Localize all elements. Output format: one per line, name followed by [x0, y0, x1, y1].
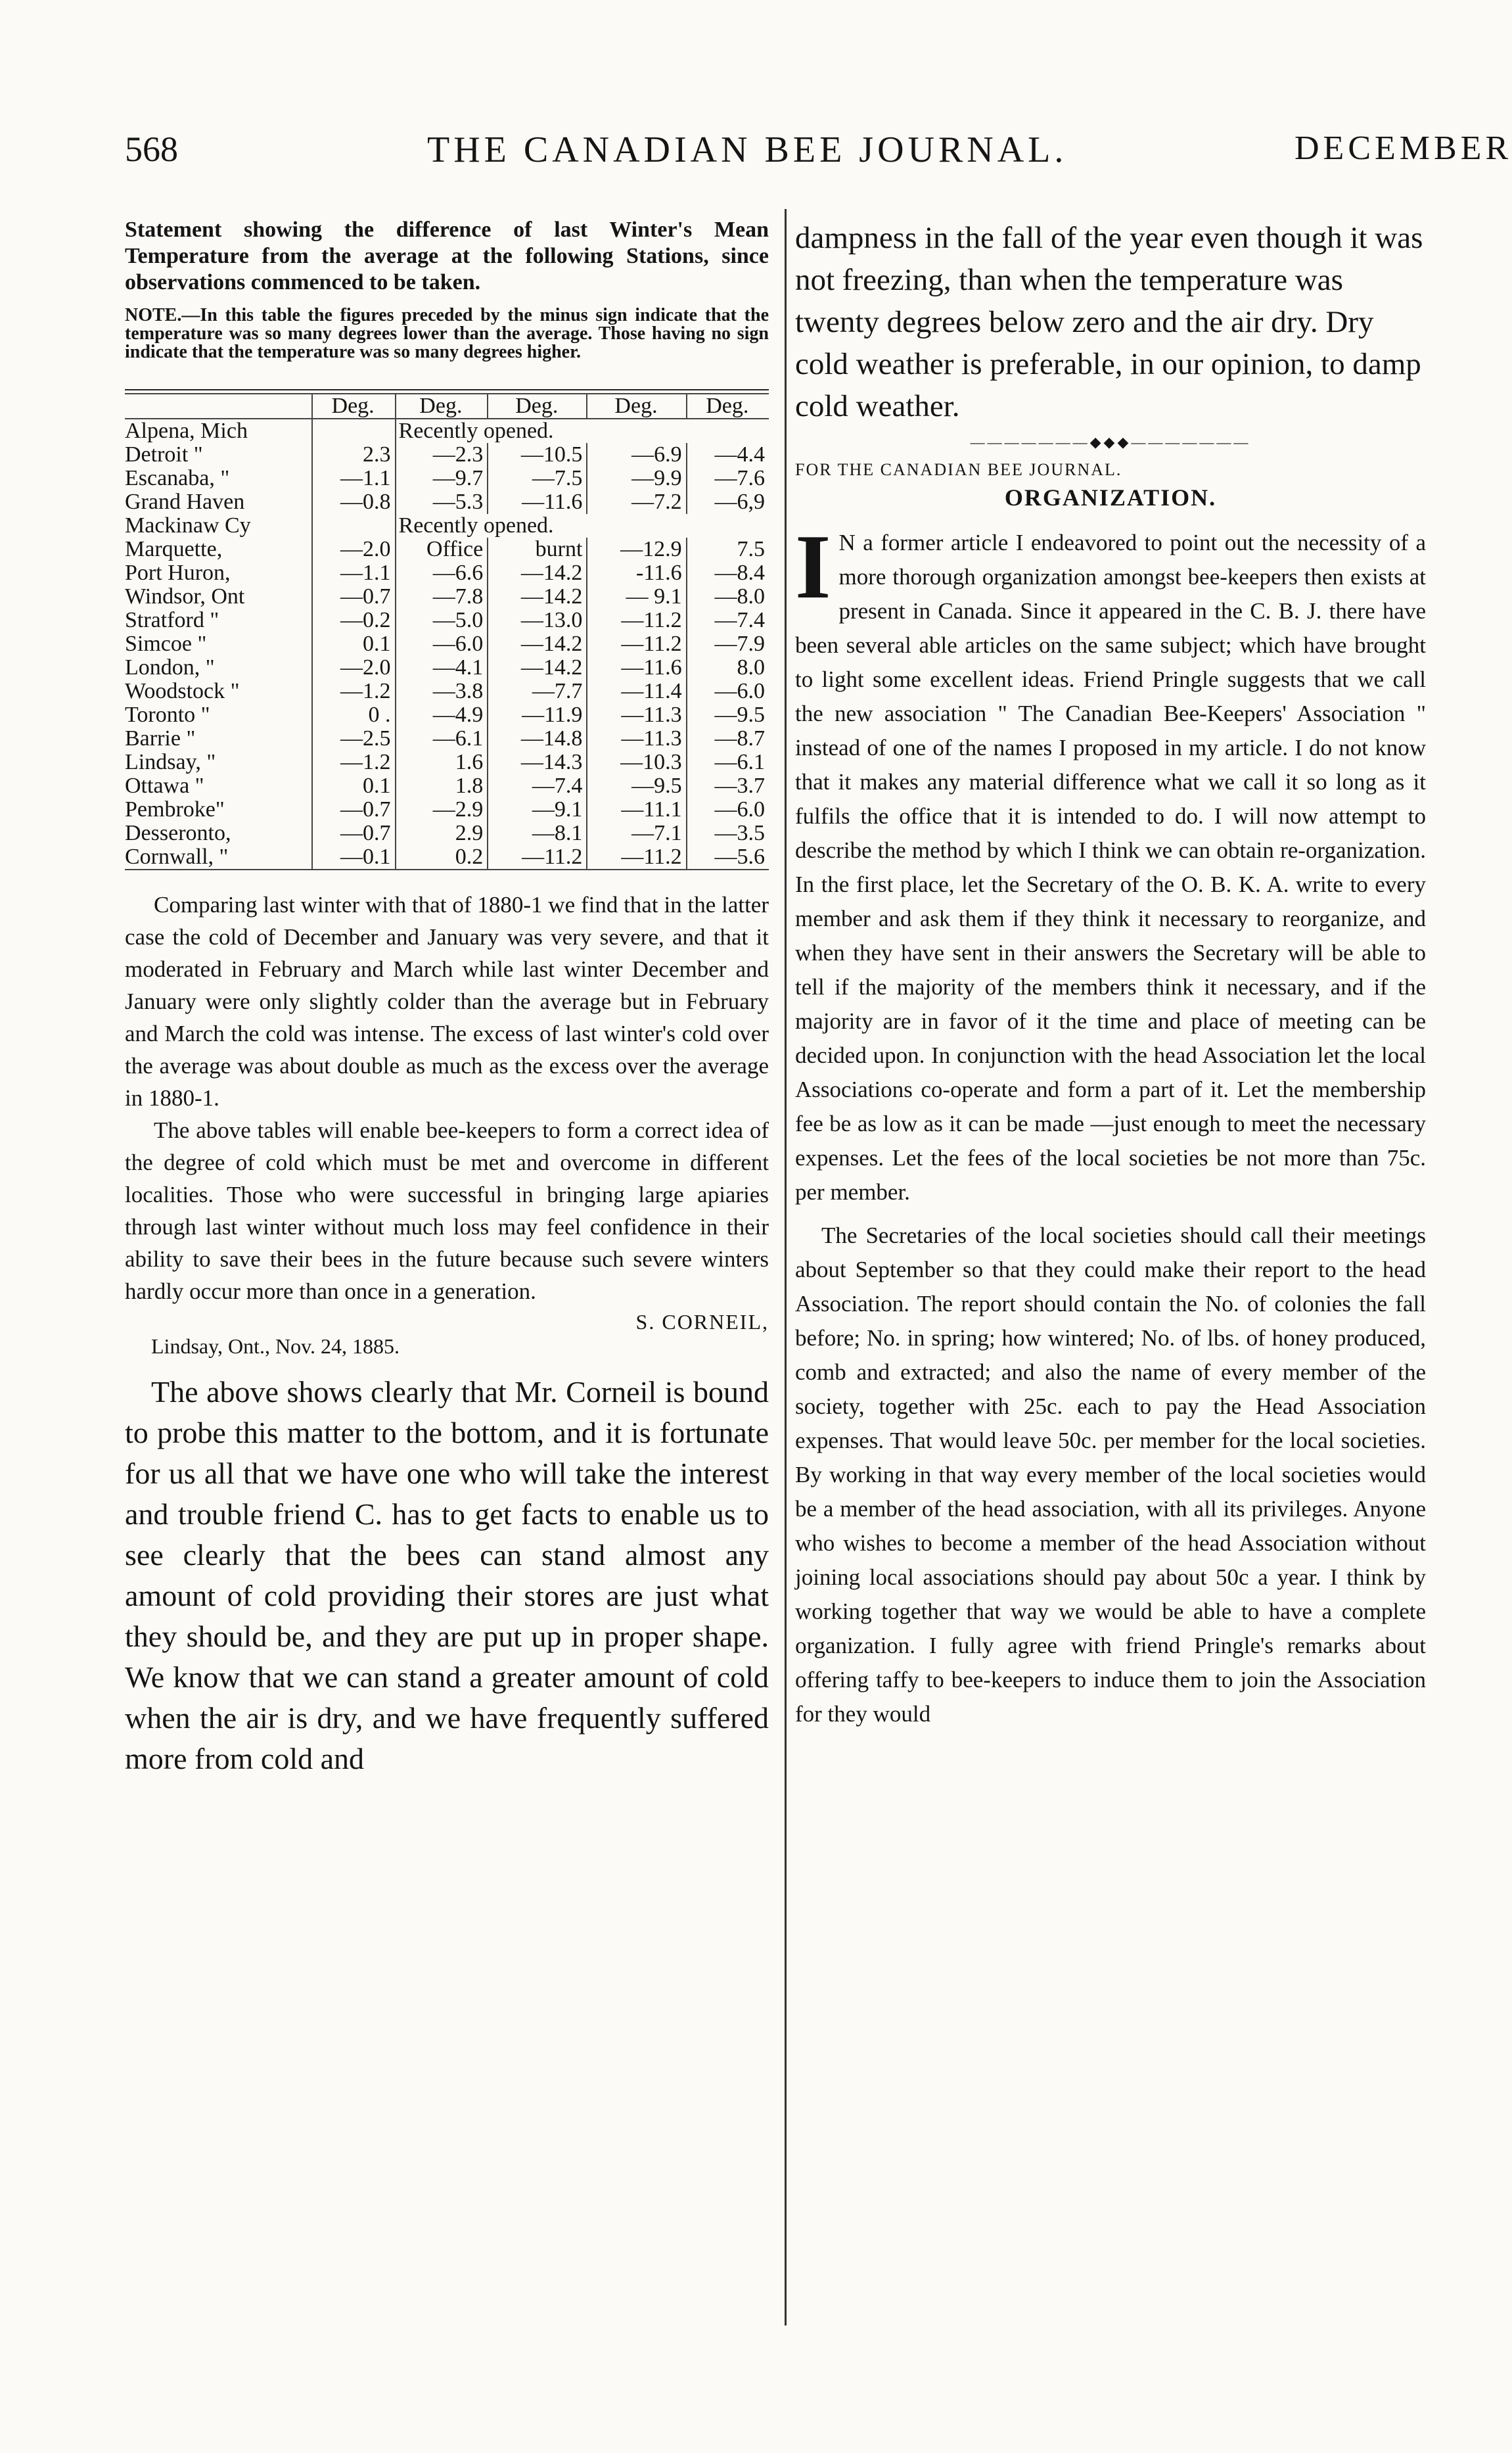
temperature-value: —0.7: [312, 798, 396, 822]
editor-note-continuation: dampness in the fall of the year even though it was not freezing, than when the temperature was twenty degrees below zero and the air dry. Dry cold weather is preferable, in our opinion, to damp cold weather.: [795, 221, 1423, 423]
temperature-value: —14.2: [488, 585, 587, 609]
table-row: [125, 632, 769, 656]
temperature-value: —7.8: [396, 585, 488, 609]
station-name: Marquette,: [125, 537, 223, 561]
for-journal-line: FOR THE CANADIAN BEE JOURNAL.: [795, 460, 1122, 479]
temperature-value: —7.6: [687, 467, 769, 490]
temperature-value: —9.5: [687, 703, 769, 727]
station-note: Recently opened.: [396, 514, 769, 538]
temperature-value: —2.0: [312, 656, 396, 680]
station-name: Cornwall, ": [125, 845, 312, 870]
temperature-value: —8.4: [687, 561, 769, 585]
table-row: [125, 798, 769, 822]
station-note: Recently opened.: [396, 419, 769, 443]
temperature-value: —14.2: [488, 561, 587, 585]
temperature-value: —11.2: [587, 609, 686, 632]
temperature-value: —2.5: [312, 727, 396, 751]
table-cell: [312, 514, 396, 538]
temperature-value: —11.1: [587, 798, 686, 822]
table-row: [125, 467, 769, 490]
table-header-cell: Deg.: [687, 394, 769, 419]
table-header-row: [125, 394, 769, 419]
editor-note: The above shows clearly that Mr. Corneil is bound to probe this matter to the bottom, and it is fortunate for us all that we have one who will take the interest and trouble friend C. has to get facts to enable us to see clearly that the bees can stand almost any amount of cold providing their stores are just what they should be, and they are put up in proper shape. We know that we can stand a greater amount of cold when the air is dry, and we have frequently suffered more from cold and: [125, 1375, 769, 1775]
table-header-cell: Deg.: [488, 394, 587, 419]
table-rule: [125, 389, 769, 390]
table-header-cell: [125, 394, 312, 419]
station-name: Grand Haven: [125, 490, 245, 514]
temperature-value: —13.0: [488, 609, 587, 632]
station-name: Escanaba, ": [125, 466, 230, 490]
dateline: Lindsay, Ont., Nov. 24, 1885.: [151, 1334, 400, 1358]
table-row: [125, 561, 769, 585]
temperature-value: —11.2: [587, 845, 686, 870]
station-name: Desseronto,: [125, 821, 231, 845]
comparison-paragraph: Comparing last winter with that of 1880-1 we find that in the latter case the cold of December and January was very severe, and that it moderated in February and March while last winter December and January were only slightly colder than the average but in February and March the cold was intense. The excess of last winter's cold over the average was about double as much as the excess over the average in 1880-1.: [125, 892, 769, 1111]
temperature-value: —2.9: [396, 798, 488, 822]
temperature-value: —7.9: [687, 632, 769, 656]
table-row: [125, 822, 769, 845]
temperature-value: —6,9: [687, 490, 769, 514]
table-header-cell: Deg.: [396, 394, 488, 419]
temperature-value: 8.0: [687, 656, 769, 680]
table-row: [125, 514, 769, 538]
temperature-value: —9.9: [587, 467, 686, 490]
issue-month: DECEMBER: [1294, 129, 1512, 167]
temperature-value: 1.8: [396, 774, 488, 798]
tables-paragraph: The above tables will enable bee-keepers to form a correct idea of the degree of cold which must be met and overcome in different localities. Those who were successful in bringing large apiaries through last winter without much loss may feel confidence in their ability to save their bees in the future because such severe winters hardly occur more than once in a generation.: [125, 1117, 769, 1304]
temperature-value: —0.2: [312, 609, 396, 632]
temperature-value: —9.5: [587, 774, 686, 798]
station-name: Ottawa ": [125, 774, 204, 798]
temperature-value: —7.1: [587, 822, 686, 845]
temperature-table: [125, 393, 769, 870]
temperature-value: —1.2: [312, 680, 396, 703]
temperature-value: —9.7: [396, 467, 488, 490]
temperature-value: 1.6: [396, 751, 488, 774]
temperature-value: burnt: [488, 538, 587, 561]
temperature-value: —11.6: [488, 490, 587, 514]
table-row: [125, 443, 769, 467]
temperature-value: —1.2: [312, 751, 396, 774]
temperature-value: -11.6: [587, 561, 686, 585]
temperature-value: —5.6: [687, 845, 769, 870]
station-name: Port Huron,: [125, 561, 231, 585]
temperature-value: —0.1: [312, 845, 396, 870]
author-signature: S. CORNEIL,: [635, 1310, 769, 1334]
temperature-value: 0.2: [396, 845, 488, 870]
temperature-value: —6.0: [396, 632, 488, 656]
temperature-value: —7.2: [587, 490, 686, 514]
table-row: [125, 538, 769, 561]
temperature-value: Office: [396, 538, 488, 561]
table-cell: [312, 419, 396, 443]
temperature-value: —14.8: [488, 727, 587, 751]
temperature-value: —12.9: [587, 538, 686, 561]
drop-cap: I: [795, 516, 831, 618]
temperature-value: —11.3: [587, 727, 686, 751]
temperature-value: 7.5: [687, 538, 769, 561]
temperature-value: —11.2: [587, 632, 686, 656]
station-name: Simcoe ": [125, 632, 207, 656]
temperature-value: —3.8: [396, 680, 488, 703]
table-row: [125, 680, 769, 703]
table-row: [125, 703, 769, 727]
table-row: [125, 585, 769, 609]
table-row: [125, 609, 769, 632]
article-title: ORGANIZATION.: [1004, 484, 1217, 511]
table-row: [125, 727, 769, 751]
temperature-value: —0.7: [312, 822, 396, 845]
temperature-value: —8.0: [687, 585, 769, 609]
temperature-value: —8.1: [488, 822, 587, 845]
table-header-cell: Deg.: [312, 394, 396, 419]
page-number: 568: [125, 129, 178, 169]
temperature-value: —14.2: [488, 656, 587, 680]
temperature-value: —4.9: [396, 703, 488, 727]
temperature-value: —7.4: [687, 609, 769, 632]
temperature-value: 0.1: [312, 632, 396, 656]
temperature-value: —9.1: [488, 798, 587, 822]
page-header: [125, 129, 1512, 188]
table-row: [125, 774, 769, 798]
temperature-value: —6.0: [687, 680, 769, 703]
temperature-value: —6.6: [396, 561, 488, 585]
table-row: [125, 845, 769, 870]
temperature-value: —7.5: [488, 467, 587, 490]
station-name: London, ": [125, 655, 215, 680]
temperature-value: —4.4: [687, 443, 769, 467]
table-row: [125, 490, 769, 514]
station-name: Pembroke": [125, 797, 225, 822]
article-paragraph-1-text: N a former article I endeavored to point out the necessity of a more thorough organization amongst bee-keepers then exists at present in Canada. Since it appeared in the C. B. J. there have been several able articles on the same subject; which have brought to light some excellent ideas. Friend Pringle suggests that we call the new association " The Canadian Bee-Keepers' Association " instead of one of the names I proposed in my article. I do not know that it makes any material difference what we call it so long as it fulfils the office that it is intended to do. I will now attempt to describe the method by which I think we can obtain re-organization. In the first place, let the Secretary of the O. B. K. A. write to every member and ask them if they think it necessary to reorganize, and when they have sent in their answers the Secretary will be able to tell if the majority of the members think it necessary, and if the majority are in favor of it the time and place of meeting can be decided upon. In conjunction with the head Association let the local Associations co-operate and form a part of it. Let the membership fee be as low as it can be made —just enough to meet the necessary expenses. Let the fees of the local societies be not more than 75c. per member.: [795, 530, 1426, 1205]
temperature-value: —5.3: [396, 490, 488, 514]
temperature-value: —6.1: [687, 751, 769, 774]
temperature-value: —8.7: [687, 727, 769, 751]
station-name: Barrie ": [125, 726, 196, 751]
temperature-value: —14.2: [488, 632, 587, 656]
temperature-value: —14.3: [488, 751, 587, 774]
temperature-value: —11.3: [587, 703, 686, 727]
ornamental-rule: ———————◆◆◆———————: [970, 434, 1251, 450]
temperature-value: —5.0: [396, 609, 488, 632]
temperature-value: —7.4: [488, 774, 587, 798]
temperature-value: —6.1: [396, 727, 488, 751]
temperature-value: 0 .: [312, 703, 396, 727]
station-name: Alpena, Mich: [125, 419, 248, 443]
station-name: Woodstock ": [125, 679, 240, 703]
station-name: Mackinaw Cy: [125, 513, 251, 538]
station-name: Stratford ": [125, 608, 219, 632]
table-row: [125, 419, 769, 443]
table-row: [125, 656, 769, 680]
temperature-value: —2.3: [396, 443, 488, 467]
temperature-value: —11.9: [488, 703, 587, 727]
temperature-value: —6.9: [587, 443, 686, 467]
station-name: Lindsay, ": [125, 750, 216, 774]
temperature-value: —3.7: [687, 774, 769, 798]
temperature-value: — 9.1: [587, 585, 686, 609]
station-name: Toronto ": [125, 703, 210, 727]
temperature-value: 2.9: [396, 822, 488, 845]
temperature-value: —0.7: [312, 585, 396, 609]
temperature-value: —11.4: [587, 680, 686, 703]
temperature-value: —11.6: [587, 656, 686, 680]
temperature-value: —11.2: [488, 845, 587, 870]
temperature-value: —1.1: [312, 561, 396, 585]
left-column: [125, 217, 769, 1779]
article-paragraph-1: [795, 516, 1426, 1209]
temperature-value: —7.7: [488, 680, 587, 703]
temperature-value: —0.8: [312, 490, 396, 514]
table-header-cell: Deg.: [587, 394, 686, 419]
temperature-value: —4.1: [396, 656, 488, 680]
station-name: Detroit ": [125, 442, 203, 467]
temperature-value: —10.3: [587, 751, 686, 774]
journal-title: THE CANADIAN BEE JOURNAL.: [427, 129, 1068, 170]
table-statement: Statement showing the difference of last Winter's Mean Temperature from the average at the following Stations, since observations commenced to be taken.: [125, 218, 769, 294]
article-paragraph-2: The Secretaries of the local societies should call their meetings about September so that they could make their report to the head Association. The report should contain the No. of colonies the fall before; No. in spring; how wintered; No. of lbs. of honey produced, comb and extracted; and also the name of every member of the society, together with 25c. each to pay the Head Association expenses. That would leave 50c. per member for the local societies. By working in that way every member of the local societies would be a member of the head association, with all its privileges. Anyone who wishes to become a member of the head Association without joining local associations should pay about 50c a year. I think by working together that way we would be able to have a complete organization. I fully agree with friend Pringle's remarks about offering taffy to bee-keepers to induce them to join the Association for they would: [795, 1223, 1426, 1727]
column-divider: [785, 209, 787, 2325]
temperature-value: 2.3: [312, 443, 396, 467]
temperature-value: —1.1: [312, 467, 396, 490]
right-column: [795, 217, 1426, 1731]
temperature-value: —6.0: [687, 798, 769, 822]
temperature-value: —10.5: [488, 443, 587, 467]
table-note: NOTE.—In this table the figures preceded by the minus sign indicate that the temperature was so many degrees lower than the average. Those having no sign indicate that the temperature was so many degrees higher.: [125, 305, 769, 362]
table-row: [125, 751, 769, 774]
temperature-value: —2.0: [312, 538, 396, 561]
temperature-value: 0.1: [312, 774, 396, 798]
station-name: Windsor, Ont: [125, 584, 245, 609]
temperature-value: —3.5: [687, 822, 769, 845]
